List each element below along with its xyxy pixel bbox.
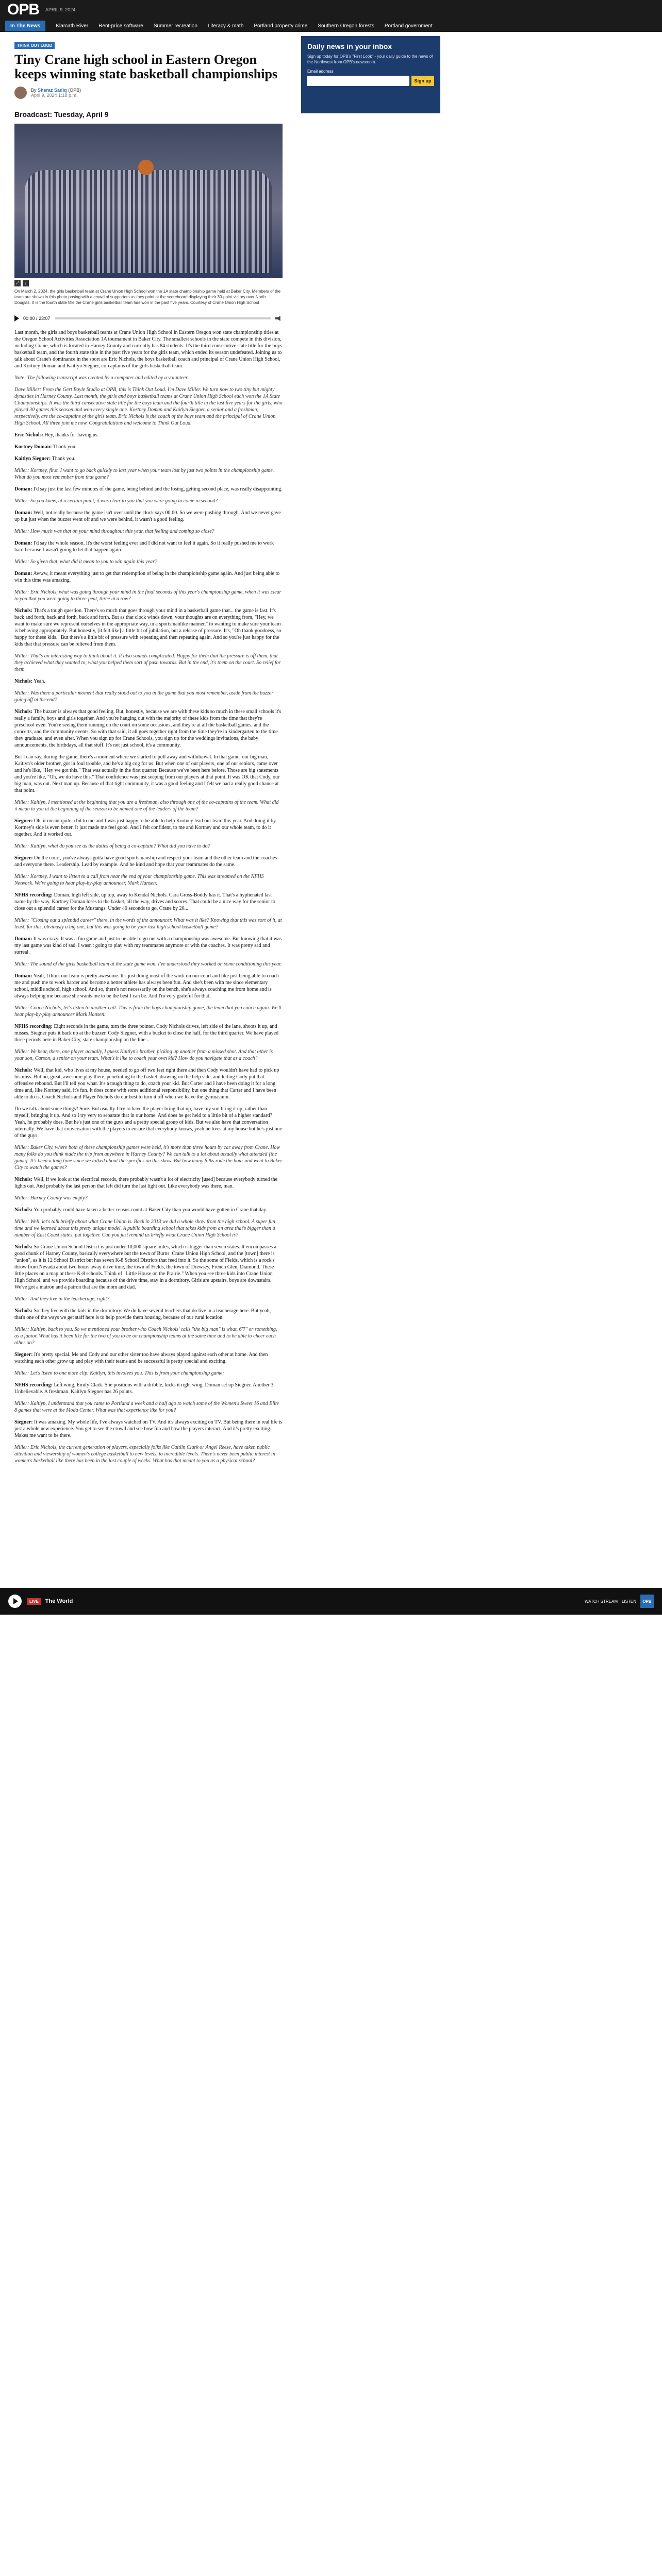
article-paragraph	[14, 873, 283, 887]
speaker-name: Nichols:	[14, 1207, 32, 1213]
article-paragraph	[14, 455, 283, 462]
paragraph-text: Miller: Eric Nichols, what was going through your mind in the final seconds of this year's championship game, when it was clear to you that you were going to three-peat, three in a row?	[14, 589, 282, 602]
paragraph-text: Miller: The sound of the girls basketball team at the state game won. I've understood they worked on some conditioning this year.	[14, 961, 282, 967]
article-paragraph	[14, 1067, 283, 1100]
paragraph-text: Well, not really because the game isn't over until the clock says 00:00. So we were pushing through. And we never gave up but just when the buzzer went off and we were behind, it wasn't a good feeling.	[14, 510, 281, 522]
play-icon[interactable]	[14, 315, 19, 321]
speaker-name: Nichols:	[14, 1177, 32, 1182]
nav-link[interactable]: Rent-price software	[98, 23, 143, 29]
paragraph-text: Do we talk about some things? Sure. But usually I try to have the player bring that up, have my son bring it up, rather than myself, bringing it up. And so I try very to separate that in our home. And does he get held to a little bit of a higher standard? Yeah, he probably does. But he's just one of the guys and a pretty special group of kids. But we also have that conversation internally. We have that conversation with the players to ensure that everybody knows, yeah he lives at my house but he's just one of the guys.	[14, 1106, 282, 1139]
paragraph-text: Miller: Kaitlyn, I mentioned at the beginning that you are a freshman, also through one of the co-captains of the team. What did it mean to you at the beginning of the season to be named one of the leaders of the team?	[14, 800, 279, 812]
paragraph-text: Miller: So given that, what did it mean to you to win again this year?	[14, 559, 157, 565]
speaker-name: Nichols:	[14, 1244, 32, 1250]
speaker-name: Nichols:	[14, 608, 32, 614]
article-paragraph	[14, 1005, 283, 1018]
paragraph-text: Oh, it meant quite a bit to me and I was just happy to be able to help Kortney lead our team this year. And doing it by Kortney's side is even better. It just made me feel good. And I felt confident, to me and Kortney and our whole team, to do it together. And it worked out.	[14, 818, 276, 837]
article-timestamp: April 9, 2024 1:18 p.m.	[31, 93, 78, 98]
news-nav	[0, 20, 662, 32]
article-paragraph	[14, 1370, 283, 1377]
article-paragraph	[14, 973, 283, 999]
article-paragraph	[14, 754, 283, 794]
speaker-name: Doman:	[14, 973, 32, 979]
paragraph-text: Last month, the girls and boys basketball teams at Crane Union High School in Eastern Oregon won state championship titles at the Oregon School Activities Association 1A tournament in Baker City. The smallest schools in the state compete in this division, including Crane, which is located in Harney County and currently has 84 students. It's the third consecutive state title for the boys basketball team, and the fourth state title in the past five years for the girls team, which ended its season undefeated. Joining us to talk about Crane's dominance in the sport are Eric Nichols, the boys basketball coach and principal of Crane Union High School, and Kortney Doman and Kaitlyn Siegner, co-captains of the girls basketball team.	[14, 330, 283, 369]
speaker-name: Siegner:	[14, 1352, 33, 1358]
paragraph-text: Miller: Coach Nichols, let's listen to another call. This is from the boys championship game, the team that you coach again. We'll hear play-by-play announcer Mark Hansen:	[14, 1005, 282, 1018]
article-paragraph	[14, 961, 283, 968]
article-paragraph	[14, 678, 283, 685]
paragraph-text: Yeah, I think our team is pretty awesome. It's just doing most of the work on our court and like just being able to coach me and push me to work harder and become a better athlete has always been fun. And she's been with me since elementary school, middle school, high school. And so, there's not necessarily on the bench, she's always coaching me from home and is always helping me because she wants me to be the best I can be. And I'm very grateful for that.	[14, 973, 279, 999]
nav-link[interactable]: Klamath River	[56, 23, 89, 29]
speaker-name: NFHS recording:	[14, 892, 53, 898]
speaker-name: NFHS recording:	[14, 1024, 53, 1029]
paragraph-text: It's pretty special. Me and Cody and our other sister too have always played against each other at home. And then watching each other grow up and play with their teams and be successful is pretty special and exciting.	[14, 1352, 268, 1364]
speaker-name: Siegner:	[14, 855, 33, 861]
speaker-name: Doman:	[14, 571, 32, 577]
paragraph-text: It was amazing. My whole life, I've always watched on TV. And it's always exciting on TV. But being there in real life is just a whole new experience. You get to see the crowd and see how fun and how the players interact. And it's pretty exciting. Makes me want to be there.	[14, 1419, 283, 1438]
in-the-news-label: In The News	[5, 21, 45, 31]
article-paragraph	[14, 1419, 283, 1439]
paragraph-text: Miller: Baker City, where both of these championship games were held, it's more than three hours by car away from Crane. How many folks do you think made the trip from anywhere in Harney County? We can talk to a lot about actually what attended [the game]. It's been a long time since we talked about the specifics on this show. But how many folks rode the hour and went to Baker City to watch the games?	[14, 1145, 283, 1171]
author-avatar	[14, 87, 27, 99]
article-paragraph	[14, 1382, 283, 1395]
paragraph-text: That's a tough question. There's so much that goes through your mind in a basketball game that... the game is fast. It's back and forth, back and forth, back and forth. But as that clock winds down, your thoughts are on everything from, "Hey, we want to make sure we represent ourselves in the appropriate way, in a sportsmanlike manner," to wanting to make sure your team is behaving appropriately. But honestly, [it felt like] a little bit of jubilation, but a release of pressure. It's, "Oh thank goodness, so happy for these kids." But there's a little bit of pressure with repeating and then repeating again. And so you're just happy for the kids that that pressure can be relieved from them.	[14, 608, 282, 647]
paragraph-text: Miller: Kaitlyn, back to you. So we mentioned your brother who Coach Nichols' calls "the big man" is what, 6'7" or something, as a junior. What has it been like for the two of you to be on championship teams at the same time and to be able to cheer each other on?	[14, 1327, 277, 1346]
audio-time: 00:00 / 23:07	[23, 316, 51, 321]
paragraph-text: Miller: Let's listen to one more clip. Kaitlyn, this involves you. This is from your championship game:	[14, 1370, 224, 1376]
paragraph-text: Awww, it meant everything just to get that redemption of being in the championship game again. And just being able to win this time was amazing.	[14, 571, 280, 583]
speaker-name: Nichols:	[14, 679, 32, 684]
nav-link[interactable]: Portland property crime	[254, 23, 308, 29]
paragraph-text: I'd say the whole season. It's the worst feeling ever and I did not want to feel it again. So it really pushed me to work hard because I wasn't going to let that happen again.	[14, 540, 274, 553]
paragraph-text: But I can say, during the game, there's a moment where we started to pull away and withdrawal. In that game, our big man, Kaitlyn's older brother, got in foul trouble, and he's a big cog for us. But when one of our players, one of our seniors, came over and he's like, "Hey we got this." That was actually in the first quarter. Because we've been here before. Those are big statements and you're like, "Oh, we do have this." That confidence was just seeping from our players at that point. It was OK that Cody, our big man, was out. Next man up. Because of that tight community, it was a good feeling and I felt we had a really good chance at that point.	[14, 754, 280, 793]
paragraph-text: It was crazy. It was a fun game and just to be able to go out with a championship was awesome. But knowing that it was my last game was kind of sad. I wasn't going to play with my teammates anymore or with the coaches. It was pretty sad and surreal.	[14, 936, 282, 955]
article-title: Tiny Crane high school in Eastern Oregon keeps winning state basketball championships	[14, 52, 278, 81]
paragraph-text: So Crane Union School District is just under 10,000 square miles, which is bigger than seven states. It encompasses a good chunk of Harney County, basically everywhere but the town of Burns. Crane Union High School, and the [town] there is "union", as it is 12 School District but has seven K-8 School Districts that feed into it. So the some of Fields, which is a rock's throw from Nevada about two hours away drive time, the town of Fields, the town of Drewsey, French Glen, Diamond. These little places on a map or these K-8 schools. Think of "Little House on the Prairie." When you see three kids into Crane Union High School, and we provide boarding because of the drive time, stay in a dormitory. Girls are upstairs, boys are downstairs. We've got a matron and a patron that are the mom and dad.	[14, 1244, 276, 1290]
paragraph-text: Miller: That's an interesting way to think about it. It also sounds complicated. Happy for them that the pressure is off them, that they achieved what they wanted to, what you helped them sort of push towards. But in the end, it's them on the court. So relief for them.	[14, 653, 281, 672]
article-paragraph	[14, 855, 283, 868]
speaker-name: NFHS recording:	[14, 1382, 53, 1388]
article-paragraph	[14, 843, 283, 850]
paragraph-text: Doman, high left side, up top, away to Kendal Nichols. Cara Gross-Boddy has it. That's a hyphenated last name by the way. Kortney Doman loses to the basket, all the way, drives and scores. That could be a nice way for the senior to close out a splendid career for the Mustangs. Under 40 seconds to go, Crane by 20...	[14, 892, 275, 911]
paragraph-text: Miller: How much was that on your mind throughout this year, that feeling and coming so close?	[14, 529, 214, 534]
photo-caption: On March 2, 2024, the girls basketball team at Crane Union High School won the 1A state championship game held at Baker City. Members of the team are shown in this photo posing with a crowd of supporters as they point at the scoreboard displaying their 30-point victory over North Douglas. It is the fourth state title the Crane girls basketball team has won in the past five years.	[14, 289, 281, 305]
article-paragraph	[14, 444, 283, 450]
paragraph-text: Miller: Kortney, first. I want to go back quickly to last year when your team lost by just two points in the championship game. What do you most remember from that game?	[14, 468, 274, 480]
article-paragraph	[14, 1326, 283, 1346]
paragraph-text: Well, if we look at the electrical records, there probably wasn't a lot of electricity [used] because everybody turned the lights out. And probably the last person that left did turn the last light out. Like everybody was there, man.	[14, 1177, 278, 1189]
photo-credit: Courtesy of Crane Union High School	[190, 300, 259, 305]
article-paragraph	[14, 467, 283, 481]
speaker-name: Kaitlyn Siegner:	[14, 456, 51, 462]
photo-tools	[14, 280, 283, 286]
article-paragraph	[14, 540, 283, 553]
article-paragraph	[14, 607, 283, 648]
article-paragraph	[14, 558, 283, 565]
article-paragraph	[14, 375, 283, 381]
player-title: The World	[45, 1598, 73, 1604]
speaker-name: Nichols:	[14, 1308, 32, 1314]
article-paragraph	[14, 818, 283, 838]
speaker-name: Doman:	[14, 540, 32, 546]
speaker-name: Doman:	[14, 510, 32, 516]
paragraph-text: Well, that kid, who lives at my house, needed to go off two feet right there and then Cody wouldn't have had to pick up his miss. But no, great, awesome play there, penetrating to the basket, drawing on the help side, and letting Cody put that offensive rebound. But I'll tell you what. It's a tough thing to do, coach your kid. But Carter and I have been doing it for a long time and, like Kortney said, it's fun. It does come with some additional responsibility, but one thing that Carter and I have been able to do is, Coach Nichols and Player Nichols do our best to turn it off when we leave the gymnasium.	[14, 1067, 279, 1100]
article-paragraph	[14, 708, 283, 749]
article-paragraph	[14, 570, 283, 584]
article-paragraph	[14, 1176, 283, 1190]
paragraph-text: Hey, thanks for having us.	[44, 432, 99, 438]
paragraph-text: Dave Miller: From the Gert Boyle Studio at OPB, this is Think Out Loud. I'm Dave Miller. We turn now to two tiny but mighty dynasties in Harney County. Last month, the girls and boys basketball teams at Crane Union High School each won the 1A State Championships. It was the third consecutive state title for the boys team and the fourth title in the last five years for the girls, who played 30 games this season and won every single one. Kortney Doman and Kaitlyn Siegner, a senior and a freshman, respectively, are the co-captains of the girls team. Eric Nichols is the coach of the boys team and the principal of Crane Union High School. All three join me now. Congratulations and welcome to Think Out Loud.	[14, 387, 283, 426]
paragraph-text: Miller: We hear, there, one player actually, I guess Kaitlyn's brother, picking up another from a missed shot. And that other is your son, Carson, a senior on your team. What's it like to coach your own kid? How do you navigate that as a coach?	[14, 1049, 273, 1061]
speaker-name: Doman:	[14, 486, 32, 492]
paragraph-text: Miller: So you knew, at a certain point, it was clear to you that you were going to come in second?	[14, 498, 218, 504]
article-paragraph	[14, 1400, 283, 1414]
paragraph-text: So they live with the kids in the dormitory. We do have several teachers that do live in a teacherage here. But yeah, that's one of the ways we get staff here is to help provide them housing, because of our rural location.	[14, 1308, 271, 1320]
article-paragraph	[14, 892, 283, 912]
audio-progress[interactable]	[55, 317, 271, 319]
paragraph-text: Thank you.	[53, 444, 77, 450]
byline-prefix: By	[31, 88, 37, 93]
article-paragraph	[14, 1308, 283, 1321]
paragraph-text: Miller: Kortney, I want to listen to a call from near the end of your championship game. This was streamed on the NFHS Network. We're going to hear play-by-play announcer, Mark Hansen:	[14, 874, 264, 886]
newsletter-signup	[301, 36, 440, 113]
speaker-name: Eric Nichols:	[14, 432, 43, 438]
article-paragraph	[14, 917, 283, 930]
audio-player	[14, 313, 283, 324]
nav-link[interactable]: Literacy & math	[207, 23, 244, 29]
header-date: APRIL 9, 2024	[45, 7, 76, 12]
article-paragraph	[14, 386, 283, 427]
article	[14, 40, 283, 1464]
newsletter-title: Daily news in your inbox	[307, 42, 392, 50]
photo-crowd	[25, 170, 272, 273]
broadcast-date: Broadcast: Tuesday, April 9	[14, 110, 109, 118]
paragraph-text: Miller: Harney County was empty?	[14, 1195, 88, 1201]
article-body	[14, 329, 283, 1464]
article-paragraph	[14, 653, 283, 673]
paragraph-text: You probably could have taken a better census count at Baker City than you would have gotten in Crane that day.	[34, 1207, 268, 1213]
newsletter-text: Sign up today for OPB's "First Look" - your daily guide to the news of the Northwest from OPB's newsroom.	[307, 54, 433, 64]
info-icon[interactable]: i	[23, 280, 29, 286]
speaker-name: Kortney Doman:	[14, 444, 52, 450]
live-player-bar	[0, 1588, 662, 1615]
paragraph-text: Miller: Kaitlyn, what do you see as the duties of being a co-captain? What did you have to do?	[14, 843, 210, 849]
article-paragraph	[14, 1351, 283, 1365]
nav-link[interactable]: Summer recreation	[153, 23, 197, 29]
article-paragraph	[14, 432, 283, 438]
speaker-name: Siegner:	[14, 818, 33, 824]
paragraph-text: Miller: "Closing out a splendid career" there, in the words of the announcer. What was it like? Knowing that this was sort of it, at least, for this, obviously a big one, but this was going to be your last high school basketball game?	[14, 918, 282, 930]
volume-icon[interactable]	[275, 316, 283, 321]
email-input[interactable]	[307, 76, 409, 86]
paragraph-text: I'd say just the last few minutes of the game, being behind and the losing, getting second place, was really disappointing.	[33, 486, 283, 492]
lead-photo[interactable]	[14, 124, 283, 278]
article-paragraph	[14, 1144, 283, 1171]
article-paragraph	[14, 690, 283, 703]
article-paragraph	[14, 510, 283, 523]
paragraph-text: Miller: Eric Nichols, the current generation of players, especially folks like Caitlin Clark or Angel Reese, have taken public attention and viewership of women's college basketball to new levels, to incredible levels. There's never been public interest in women's basketball like there has been in the last couple of weeks. What has that meant to you as a physical school?	[14, 1445, 275, 1464]
speaker-name: Nichols:	[14, 1067, 32, 1073]
article-paragraph	[14, 498, 283, 504]
opb-logo[interactable]: OPB	[7, 1, 40, 18]
paragraph-text: Miller: And they live in the teacherage, right?	[14, 1296, 110, 1302]
signup-button[interactable]: Sign up	[411, 76, 434, 86]
article-paragraph	[14, 1023, 283, 1043]
site-header	[0, 0, 662, 20]
article-paragraph	[14, 936, 283, 956]
paragraph-text: Miller: Well, let's talk briefly about what Crane Union is. Back in 2013 we did a whole show from the high school. A super fun time and we learned about this pretty unique model. A public boarding school that takes kids from an area that's bigger than a number of East Coast states, put together. Can you just remind us briefly what Crane Union High School is?	[14, 1219, 275, 1238]
article-paragraph	[14, 486, 283, 493]
paragraph-text: The buzzer is always that good feeling. But, honestly, because we are with these kids so much in these small schools it's really a family, boys and girls together. And you're hanging out with the majority of these kids from the time that they're preschool even. You're seeing them running on the court on some occasions, and they're at all the basketball games, and the concerts, and the community events. So with that said, it all goes together right from the time they're in kindergarten to the time they graduate, and even after. When you sign up for Crane Schools, you sign up for the weddings invitations, the baby announcements, the birthdays, all that stuff. It's not just school, it's a community.	[14, 709, 282, 748]
paragraph-text: Yeah.	[34, 679, 45, 684]
paragraph-text: Miller: Kaitlyn, I understand that you came to Portland a week and a half ago to watch some of the Women's Sweet 16 and Elite 8 games that were at the Moda Center. What was that experience like for you?	[14, 1401, 279, 1413]
paragraph-text: On the court, you've always gotta have good sportsmanship and respect your team and the other team and the coaches and everyone there. Leadership. Lead by example. And be kind and hope that your teammates do the same.	[14, 855, 277, 868]
speaker-name: Doman:	[14, 936, 32, 942]
live-badge: LIVE	[27, 1598, 41, 1605]
nav-link[interactable]: Portland government	[384, 23, 433, 29]
speaker-name: Siegner:	[14, 1419, 33, 1425]
expand-icon[interactable]: ⤢	[14, 280, 21, 286]
article-paragraph	[14, 799, 283, 812]
paragraph-text: Thank you.	[52, 456, 76, 462]
author-org: (OPB)	[68, 88, 81, 93]
article-paragraph	[14, 1444, 283, 1464]
byline	[14, 87, 283, 99]
article-paragraph	[14, 589, 283, 602]
article-paragraph	[14, 1048, 283, 1062]
player-play-icon[interactable]	[8, 1595, 22, 1608]
article-paragraph	[14, 1244, 283, 1291]
speaker-name: Nichols:	[14, 709, 32, 715]
photo-ball	[138, 160, 154, 175]
paragraph-text: Eight seconds in the game, turn the three pointer. Cody Nichols drives, left side of the lane, shoots it up, and misses. Siegner puts it back up at the buzzer. Cody Siegner, with a bucket to close the half, for the third quarter. We have played three periods here in Baker City, state championship on the line...	[14, 1024, 279, 1043]
paragraph-text: Note: The following transcript was created by a computer and edited by a volunteer.	[14, 375, 189, 381]
nav-link[interactable]: Southern Oregon forests	[318, 23, 374, 29]
watch-stream-link[interactable]: WATCH STREAM	[584, 1599, 618, 1604]
author-link[interactable]: Sheraz Sadiq	[38, 88, 67, 93]
paragraph-text: Left wing, Emily Clark. She positions with a dribble, kicks it right wing. Doman set up Siegner. Another 3. Unbelievable. A freshman. Kaitlyn Siegner has 26 points.	[14, 1382, 275, 1395]
article-paragraph	[14, 528, 283, 535]
paragraph-text: Miller: Was there a particular moment that really stood out to you in the game that you most remember, aside from the buzzer going off at the end?	[14, 690, 274, 703]
article-paragraph	[14, 1207, 283, 1213]
article-paragraph	[14, 329, 283, 369]
listen-link[interactable]: LISTEN	[621, 1599, 636, 1604]
email-label: Email address	[307, 69, 334, 74]
article-paragraph	[14, 1296, 283, 1302]
station-logo[interactable]: OPB	[640, 1595, 654, 1608]
article-paragraph	[14, 1218, 283, 1239]
article-paragraph	[14, 1195, 283, 1201]
article-paragraph	[14, 1106, 283, 1139]
article-kicker[interactable]: THINK OUT LOUD	[14, 42, 55, 49]
